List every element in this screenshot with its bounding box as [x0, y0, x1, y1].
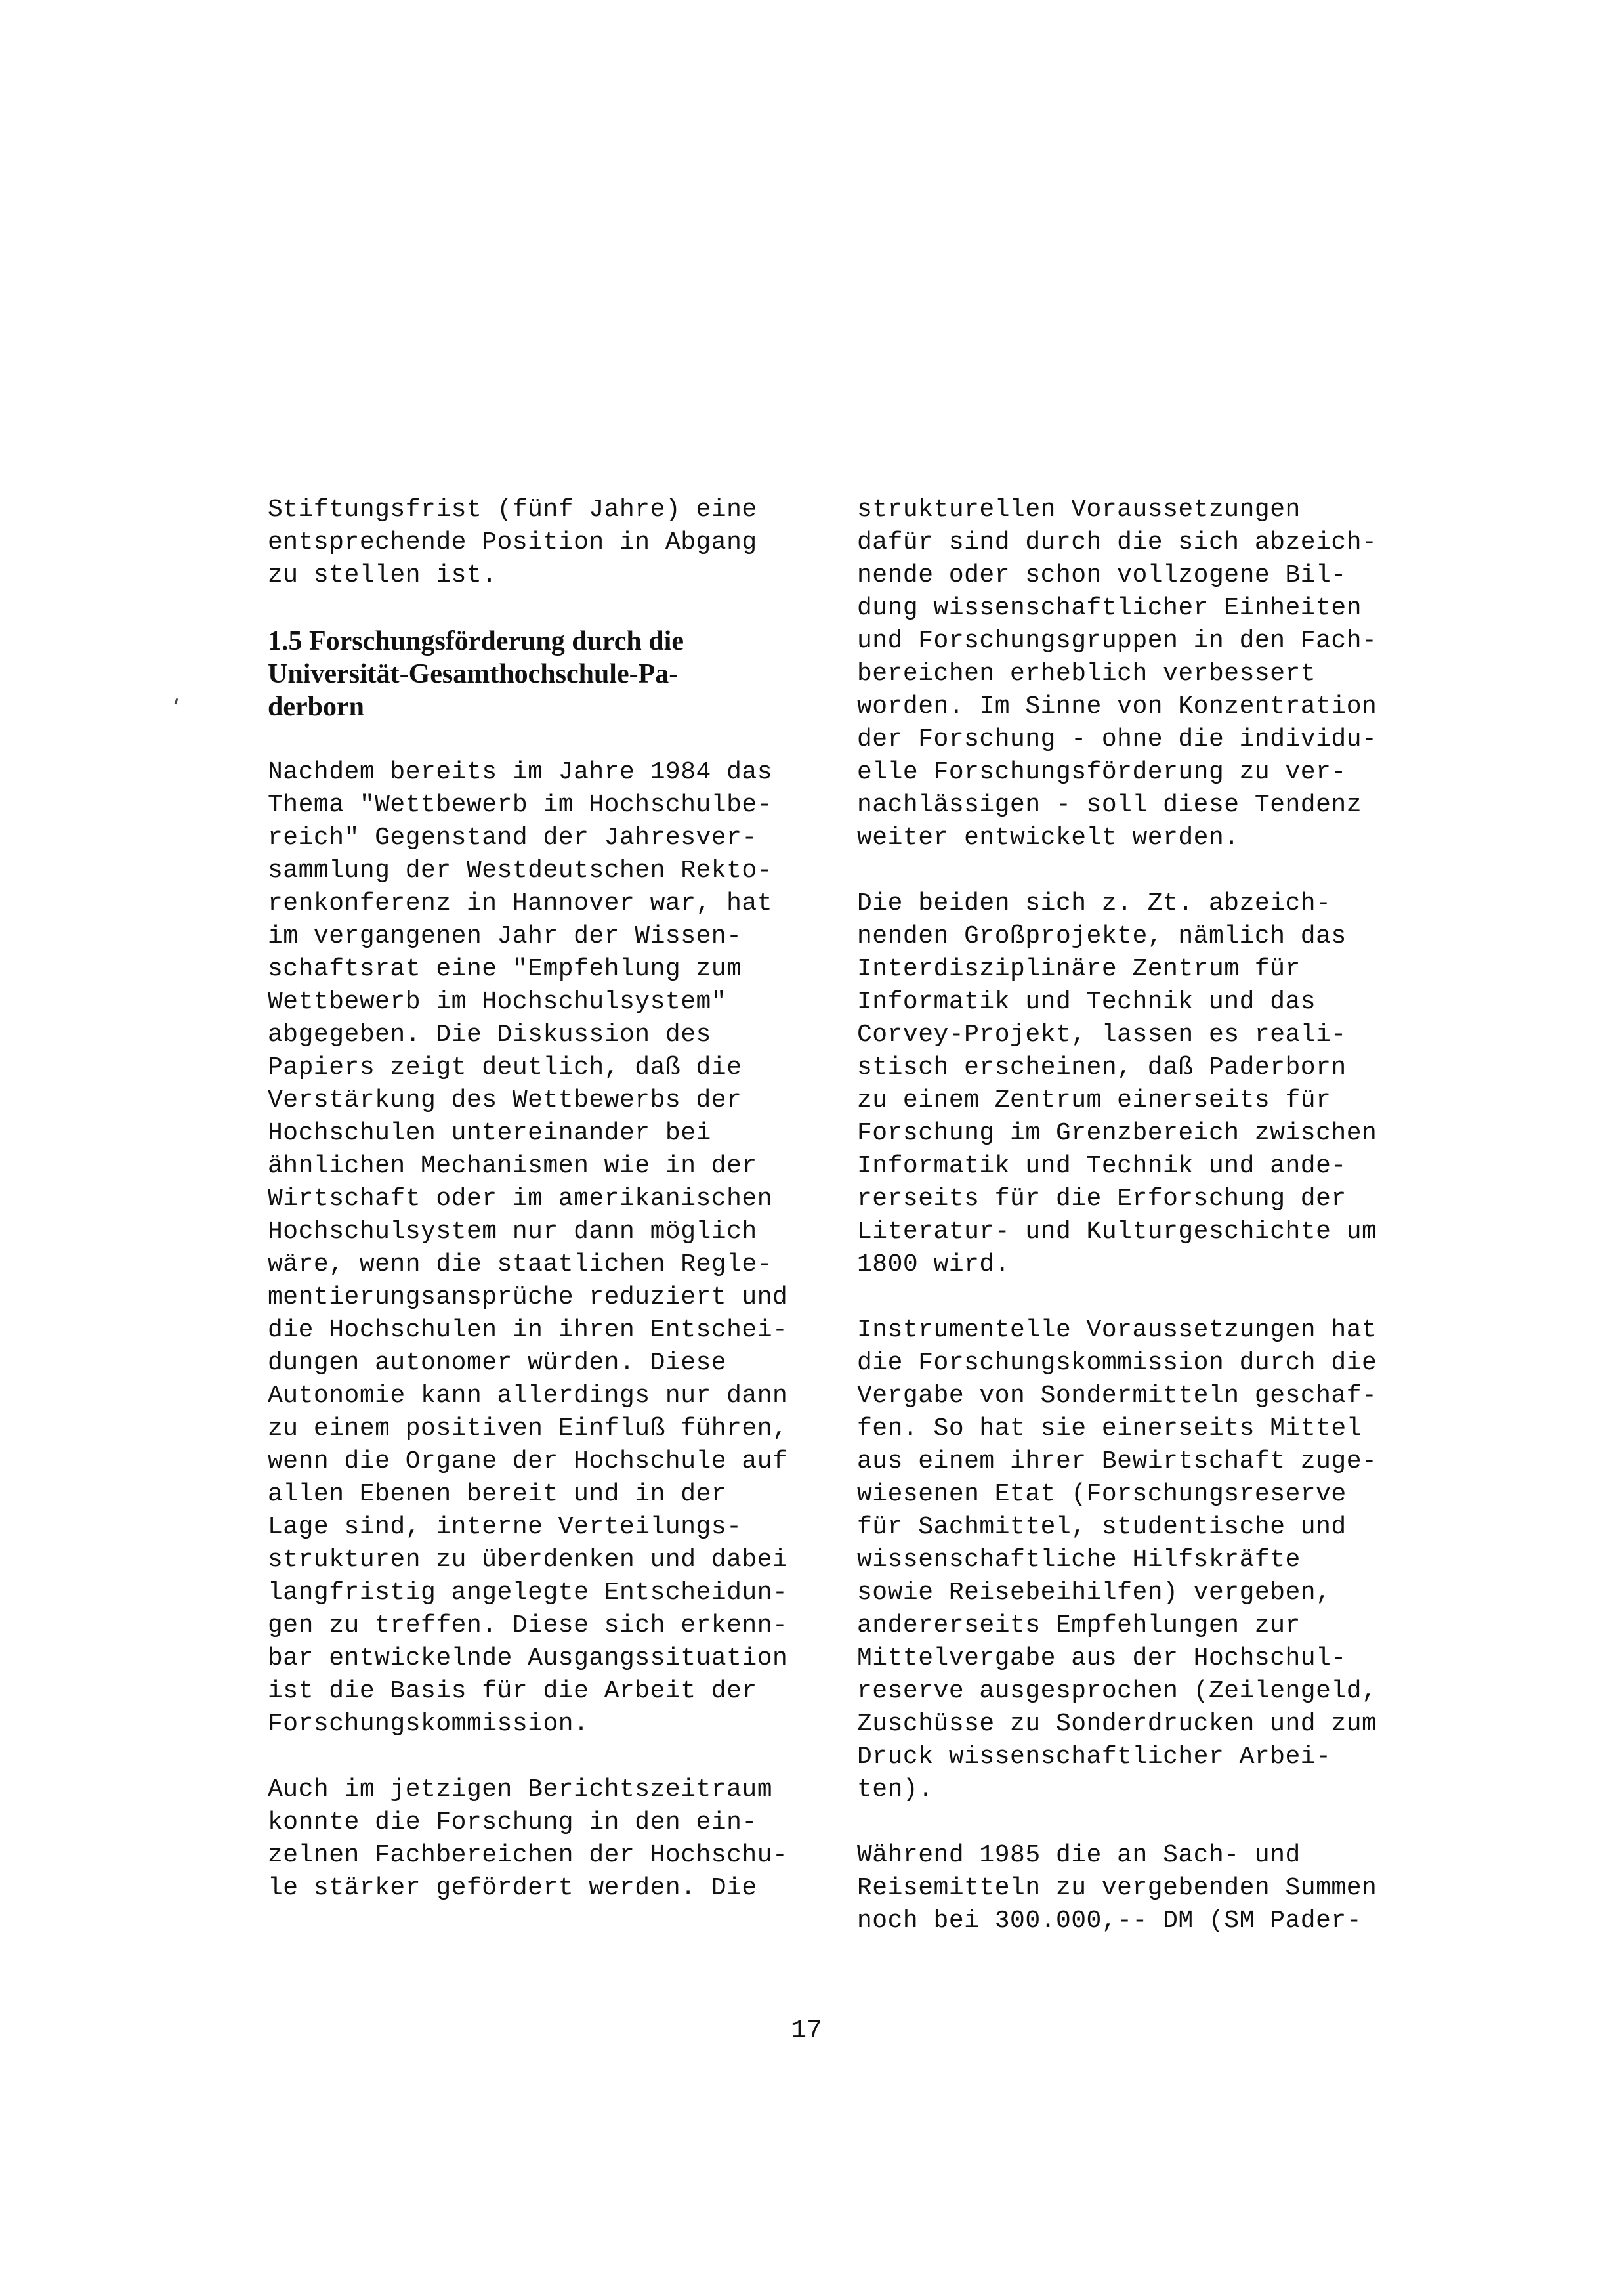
text-line: bar entwickelnde Ausgangssituation	[268, 1644, 788, 1672]
text-line: zu stellen ist.	[268, 561, 497, 589]
text-line: noch bei 300.000,-- DM (SM Pader-	[857, 1907, 1362, 1935]
text-line: Stiftungsfrist (fünf Jahre) eine	[268, 496, 757, 524]
text-line: wäre, wenn die staatlichen Regle-	[268, 1250, 773, 1279]
text-line: gen zu treffen. Diese sich erkenn-	[268, 1611, 788, 1640]
text-line: Wirtschaft oder im amerikanischen	[268, 1185, 773, 1213]
text-line: Reisemitteln zu vergebenden Summen	[857, 1874, 1377, 1902]
text-line: Während 1985 die an Sach- und	[857, 1841, 1301, 1869]
scan-speck	[175, 698, 178, 704]
text-line: Autonomie kann allerdings nur dann	[268, 1382, 788, 1410]
page-number: 17	[790, 2016, 822, 2046]
text-line: Universität-Gesamthochschule-Pa-	[268, 659, 679, 689]
text-line: ten).	[857, 1775, 934, 1804]
text-line: Informatik und Technik und ande-	[857, 1152, 1347, 1180]
text-line: abgegeben. Die Diskussion des	[268, 1021, 711, 1049]
text-line: sammlung der Westdeutschen Rekto-	[268, 857, 773, 885]
text-line: Nachdem bereits im Jahre 1984 das	[268, 758, 773, 786]
paragraph-gap	[268, 592, 852, 625]
paragraph-gap	[268, 723, 852, 756]
text-line: Lage sind, interne Verteilungs-	[268, 1513, 742, 1541]
text-line: die Forschungskommission durch die	[857, 1349, 1377, 1377]
paragraph	[268, 494, 852, 592]
text-line: reich" Gegenstand der Jahresver-	[268, 824, 757, 852]
text-line: im vergangenen Jahr der Wissen-	[268, 922, 742, 950]
text-line: Hochschulsystem nur dann möglich	[268, 1218, 757, 1246]
paragraph	[857, 1314, 1441, 1806]
text-line: für Sachmittel, studentische und	[857, 1513, 1347, 1541]
text-line: aus einem ihrer Bewirtschaft zuge-	[857, 1447, 1377, 1476]
text-line: nenden Großprojekte, nämlich das	[857, 922, 1347, 950]
text-line: Forschungskommission.	[268, 1710, 589, 1738]
text-line: nende oder schon vollzogene Bil-	[857, 561, 1347, 589]
paragraph-gap	[857, 855, 1441, 887]
paragraph	[268, 756, 852, 1741]
text-line: Informatik und Technik und das	[857, 988, 1316, 1016]
text-line: der Forschung - ohne die individu-	[857, 725, 1377, 754]
text-line: derborn	[268, 692, 364, 722]
text-line: Hochschulen untereinander bei	[268, 1119, 711, 1147]
text-line: worden. Im Sinne von Konzentration	[857, 692, 1377, 721]
text-line: bereichen erheblich verbessert	[857, 660, 1316, 688]
text-line: Forschung im Grenzbereich zwischen	[857, 1119, 1377, 1147]
text-line: wenn die Organe der Hochschule auf	[268, 1447, 788, 1476]
text-line: zu einem positiven Einfluß führen,	[268, 1414, 788, 1443]
left-column	[268, 494, 852, 1905]
text-line: strukturellen Voraussetzungen	[857, 496, 1301, 524]
section-heading	[268, 625, 852, 723]
paragraph-gap	[268, 1741, 852, 1774]
text-line: Die beiden sich z. Zt. abzeich-	[857, 889, 1331, 918]
paragraph	[268, 1774, 852, 1905]
text-line: schaftsrat eine "Empfehlung zum	[268, 955, 742, 983]
text-line: strukturen zu überdenken und dabei	[268, 1546, 788, 1574]
text-line: Zuschüsse zu Sonderdrucken und zum	[857, 1710, 1377, 1738]
text-line: sowie Reisebeihilfen) vergeben,	[857, 1579, 1331, 1607]
text-line: Literatur- und Kulturgeschichte um	[857, 1218, 1377, 1246]
text-line: entsprechende Position in Abgang	[268, 528, 757, 557]
text-line: dungen autonomer würden. Diese	[268, 1349, 727, 1377]
paragraph-gap	[857, 1806, 1441, 1839]
text-line: Papiers zeigt deutlich, daß die	[268, 1053, 742, 1082]
text-line: 1.5 Forschungsförderung durch die	[268, 626, 684, 656]
text-line: stisch erscheinen, daß Paderborn	[857, 1053, 1347, 1082]
text-line: Wettbewerb im Hochschulsystem"	[268, 988, 727, 1016]
text-line: Auch im jetzigen Berichtszeitraum	[268, 1775, 773, 1804]
text-line: allen Ebenen bereit und in der	[268, 1480, 727, 1508]
text-line: Thema "Wettbewerb im Hochschulbe-	[268, 791, 773, 819]
text-line: Interdisziplinäre Zentrum für	[857, 955, 1301, 983]
text-line: fen. So hat sie einerseits Mittel	[857, 1414, 1362, 1443]
text-line: konnte die Forschung in den ein-	[268, 1808, 757, 1837]
text-line: reserve ausgesprochen (Zeilengeld,	[857, 1677, 1377, 1705]
text-line: Corvey-Projekt, lassen es reali-	[857, 1021, 1347, 1049]
text-line: le stärker gefördert werden. Die	[268, 1874, 757, 1902]
text-line: ähnlichen Mechanismen wie in der	[268, 1152, 757, 1180]
right-column	[857, 494, 1441, 1938]
text-line: mentierungsansprüche reduziert und	[268, 1283, 788, 1311]
text-line: und Forschungsgruppen in den Fach-	[857, 627, 1377, 655]
text-line: renkonferenz in Hannover war, hat	[268, 889, 773, 918]
text-line: wissenschaftliche Hilfskräfte	[857, 1546, 1301, 1574]
paragraph	[857, 1839, 1441, 1938]
text-line: Druck wissenschaftlicher Arbei-	[857, 1743, 1331, 1771]
text-line: Vergabe von Sondermitteln geschaf-	[857, 1382, 1377, 1410]
text-line: Mittelvergabe aus der Hochschul-	[857, 1644, 1347, 1672]
text-line: weiter entwickelt werden.	[857, 824, 1240, 852]
text-line: andererseits Empfehlungen zur	[857, 1611, 1301, 1640]
paragraph-gap	[857, 1281, 1441, 1314]
text-line: langfristig angelegte Entscheidun-	[268, 1579, 788, 1607]
paragraph	[857, 887, 1441, 1281]
text-line: dung wissenschaftlicher Einheiten	[857, 594, 1362, 622]
text-line: rerseits für die Erforschung der	[857, 1185, 1347, 1213]
text-line: die Hochschulen in ihren Entschei-	[268, 1316, 788, 1344]
text-line: zelnen Fachbereichen der Hochschu-	[268, 1841, 788, 1869]
text-line: Instrumentelle Voraussetzungen hat	[857, 1316, 1377, 1344]
text-line: wiesenen Etat (Forschungsreserve	[857, 1480, 1347, 1508]
text-line: zu einem Zentrum einerseits für	[857, 1086, 1331, 1115]
text-line: elle Forschungsförderung zu ver-	[857, 758, 1347, 786]
text-line: nachlässigen - soll diese Tendenz	[857, 791, 1362, 819]
text-line: Verstärkung des Wettbewerbs der	[268, 1086, 742, 1115]
text-line: 1800 wird.	[857, 1250, 1011, 1279]
text-line: dafür sind durch die sich abzeich-	[857, 528, 1377, 557]
paragraph	[857, 494, 1441, 855]
text-line: ist die Basis für die Arbeit der	[268, 1677, 757, 1705]
